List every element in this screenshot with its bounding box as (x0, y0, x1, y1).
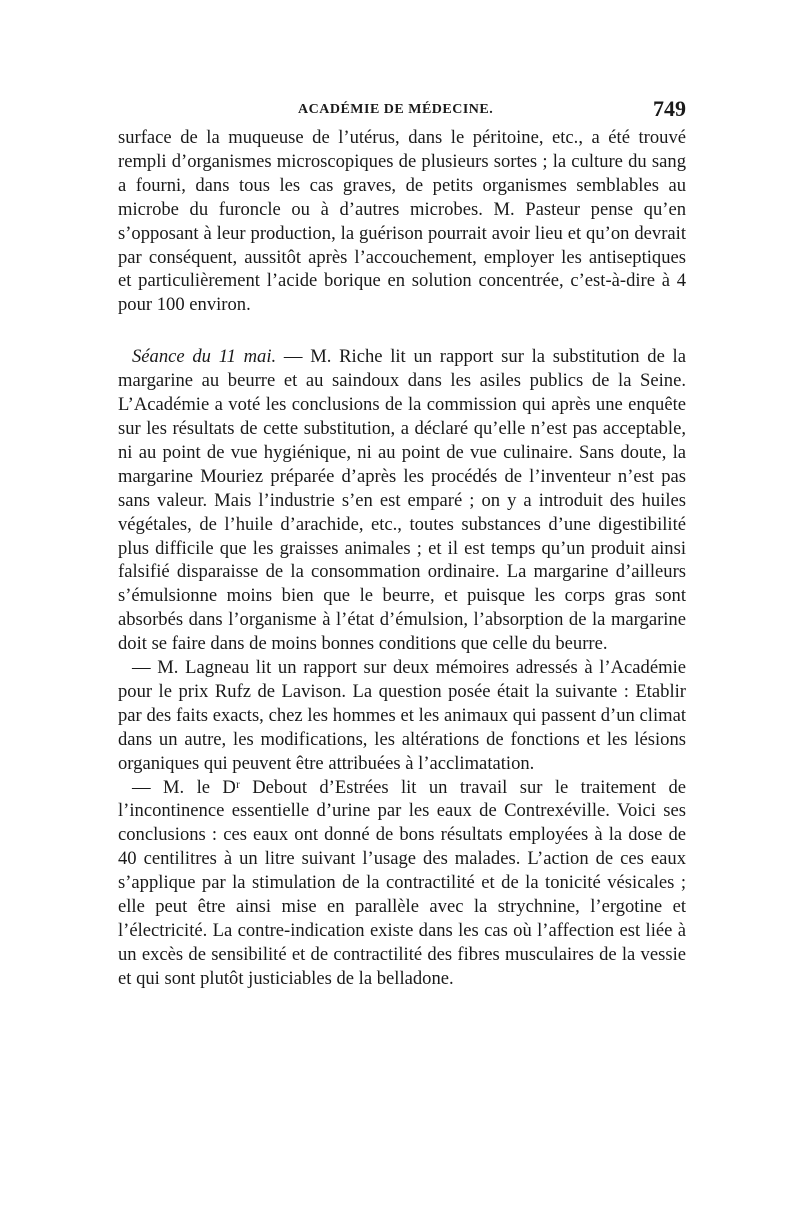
paragraph-continuation: surface de la muqueuse de l’utérus, dans le péritoine, etc., a été trouvé rempli d’organismes microscopiques de plusieurs sortes ; la culture du sang a fourni, dans tous les cas graves, de petits organismes semblables au microbe du furoncle ou à d’autres microbes. M. Pasteur pense qu’en s’opposant à leur production, la guérison pourrait avoir lieu et qu’on devrait par conséquent, aussitôt après l’accouchement, employer les antiseptiques et particulièrement l’acide borique en solution concentrée, c’est-à-dire à 4 pour 100 environ. (118, 127, 686, 316)
paragraph-lagneau: — M. Lagneau lit un rapport sur deux mémoires adressés à l’Académie pour le prix Rufz de Lavison. La question posée était la suivante : Etablir par des faits exacts, chez les hommes et les animaux qui passent d’un climat dans un autre, les modifications, les altérations de fonctions et les lésions organiques qui peuvent être attribuées à l’acclimatation. (118, 657, 686, 774)
paragraph-gap (118, 317, 686, 345)
running-title: ACADÉMIE DE MÉDECINE. (298, 102, 494, 117)
body-text (118, 126, 686, 991)
session-label: Séance du 11 mai. (132, 346, 277, 368)
page-number: 749 (653, 96, 686, 121)
page-header (118, 98, 686, 128)
paragraph-seance-text: — M. Riche lit un rapport sur la substitution de la margarine au beurre et au saindoux dans les asiles publics de la Seine. L’Académie a voté les conclusions de la commission qui après une enquête sur les résultats de cette substitution, a déclaré qu’elle n’est pas acceptable, ni au point de vue hygiénique, ni au point de vue culinaire. Sans doute, la margarine Mouriez préparée d’après les procédés de l’inventeur n’est pas sans valeur. Mais l’industrie s’en est emparé ; on y a introduit des huiles végétales, de l’huile d’arachide, etc., toutes substances d’une digestibilité plus difficile que les graisses animales ; et il est temps qu’un produit ainsi falsifié disparaisse de la consommation ordinaire. La margarine d’ailleurs s’émulsionne moins bien que le beurre, et puisque les corps gras sont absorbés dans l’organisme à l’état d’émulsion, l’absorption de la margarine doit se faire dans de moins bonnes conditions que celle du beurre. (118, 346, 686, 655)
paragraph-seance (118, 345, 686, 656)
paragraph-debout: — M. le Dʳ Debout d’Estrées lit un travail sur le traitement de l’incontinence essentielle d’urine par les eaux de Contrexéville. Voici ses conclusions : ces eaux ont donné de bons résultats employées à la dose de 40 centilitres à un litre suivant l’usage des malades. L’action de ces eaux s’applique par la stimulation de la contractilité et de la tonicité vésicales ; elle peut être ainsi mise en parallèle avec la strychnine, l’ergotine et l’électricité. La contre-indication existe dans les cas où l’affection est liée à un excès de sensibilité et de contractilité des fibres musculaires de la vessie et qui sont plutôt justiciables de la belladone. (118, 776, 686, 989)
